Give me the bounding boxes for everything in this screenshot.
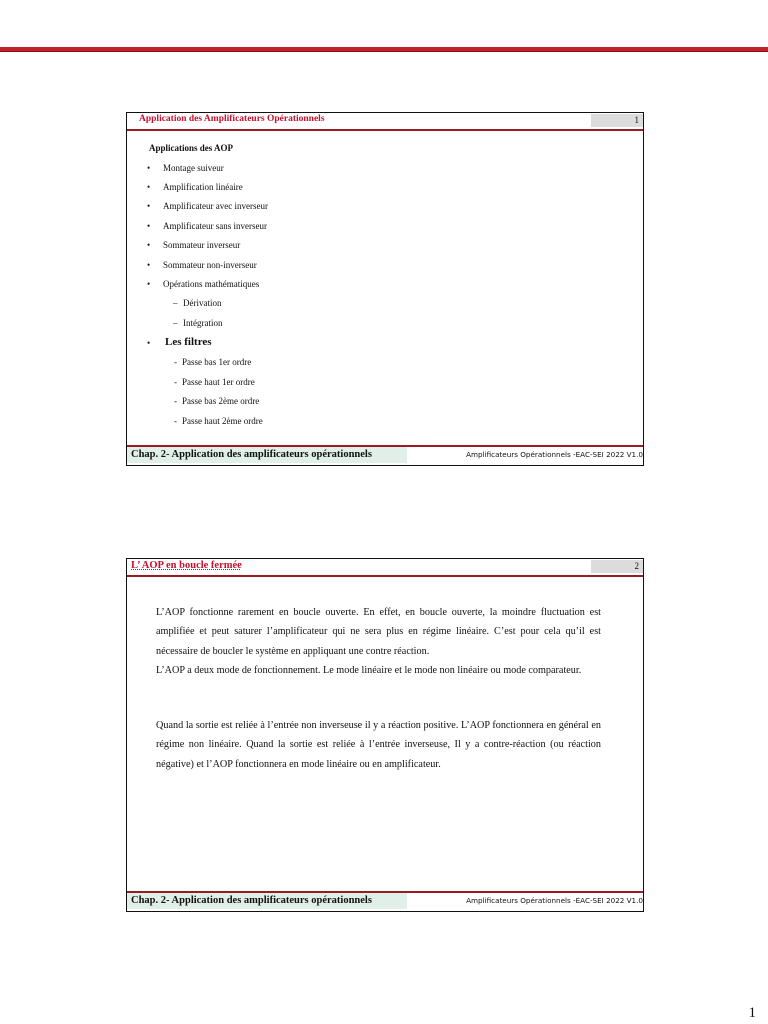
list-item-label: Passe bas 2ème ordre (182, 396, 260, 406)
slide-title: Application des Amplificateurs Opérationnels (139, 114, 325, 124)
slide-header (127, 559, 643, 577)
dash-icon: - (174, 416, 177, 426)
bullet-icon: • (147, 338, 151, 348)
slide-title: L’ AOP en boucle fermée (131, 560, 242, 571)
bullet-icon: • (147, 279, 151, 289)
dash-icon: - (174, 396, 177, 406)
paragraph: Quand la sortie est reliée à l’entrée non inverseuse il y a réaction positive. L’AOP fonctionnera en général en régime non linéaire. Quand la sortie est reliée à l’entrée inverseuse, Il y a contre-réaction (ou réaction négative) et l’AOP fonctionnera en mode linéaire ou en amplificateur. (156, 720, 601, 770)
footer-course-info: Amplificateurs Opérationnels -EAC-SEI 2022 V1.0 (466, 450, 643, 459)
list-item-label: Passe haut 1er ordre (182, 377, 255, 387)
slide-2 (126, 558, 644, 912)
slide-page-number: 1 (591, 114, 643, 127)
slide-header (127, 113, 643, 131)
list-item-label: Montage suiveur (163, 163, 224, 173)
bullet-icon: • (147, 163, 151, 173)
list-item-label: Sommateur non-inverseur (163, 260, 257, 270)
paragraph: L’AOP fonctionne rarement en boucle ouverte. En effet, en boucle ouverte, la moindre fluctuation est amplifiée et peut saturer l’amplificateur qui ne sera plus en régime linéaire. C’est pour cela qu’il est nécessaire de boucler le système en appliquant une contre réaction. (156, 607, 601, 657)
footer-course-info: Amplificateurs Opérationnels -EAC-SEI 2022 V1.0 (466, 896, 643, 905)
top-red-rule (0, 47, 768, 52)
paragraph-block (156, 716, 601, 774)
dash-icon: - (174, 377, 177, 387)
bullet-icon: • (147, 240, 151, 250)
list-item-label: Intégration (183, 318, 223, 328)
list-item-label: Passe bas 1er ordre (182, 357, 252, 367)
slide-page-number: 2 (591, 560, 643, 573)
slide-footer (127, 891, 643, 911)
list-item-label: Les filtres (165, 336, 212, 348)
slide-1 (126, 112, 644, 466)
list-item-label: Dérivation (183, 298, 222, 308)
dash-icon: - (174, 357, 177, 367)
list-item-label: Amplificateur sans inverseur (163, 221, 267, 231)
bullet-icon: • (147, 260, 151, 270)
dash-icon: – (173, 298, 178, 308)
dash-icon: – (173, 318, 178, 328)
list-item-label: Amplificateur avec inverseur (163, 201, 268, 211)
list-item-label: Amplification linéaire (163, 182, 243, 192)
list-item-label: Opérations mathématiques (163, 279, 260, 289)
paragraph-block (156, 603, 601, 681)
page-number: 1 (748, 1005, 756, 1021)
paragraph: L’AOP a deux mode de fonctionnement. Le mode linéaire et le mode non linéaire ou mode comparateur. (156, 665, 582, 677)
list-item-label: Sommateur inverseur (163, 240, 241, 250)
slide-footer (127, 445, 643, 465)
bullet-icon: • (147, 201, 151, 211)
bullet-icon: • (147, 221, 151, 231)
footer-chapter-title: Chap. 2- Application des amplificateurs opérationnels (127, 893, 407, 909)
list-item-label: Passe haut 2ème ordre (182, 416, 263, 426)
bullet-icon: • (147, 182, 151, 192)
section-heading: Applications des AOP (149, 143, 234, 153)
footer-chapter-title: Chap. 2- Application des amplificateurs opérationnels (127, 447, 407, 463)
